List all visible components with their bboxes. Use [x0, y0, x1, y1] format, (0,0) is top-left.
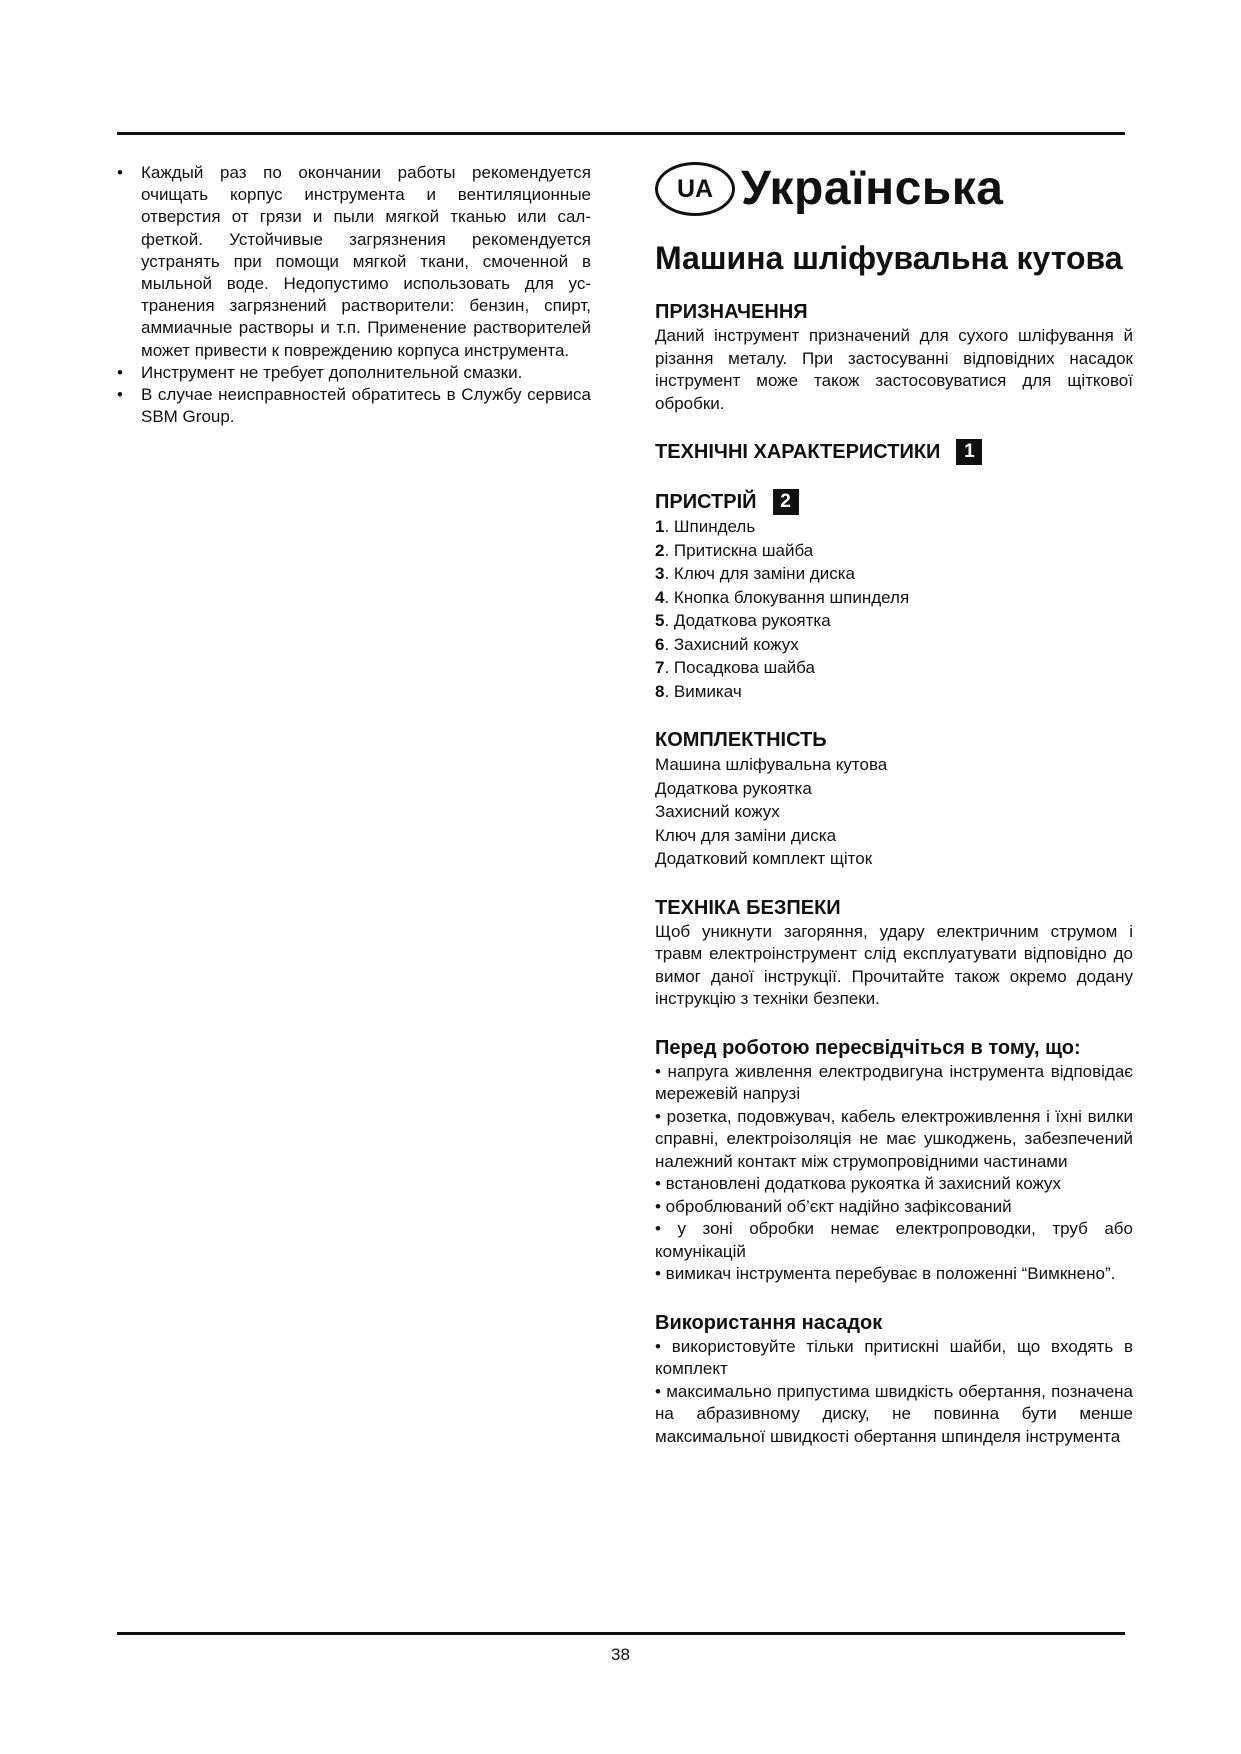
section-heading-attachments: Використання насадок [655, 1311, 883, 1334]
list-item [655, 539, 1133, 563]
part-number: 8 [655, 681, 665, 701]
section-heading-package: КОМПЛЕКТНІСТЬ [655, 729, 827, 751]
safety-text: Щоб уникнути загоряння, удару електричним струмом і травм електроінструмент слід експлуатувати відповідно до вимог даної інструкції. Прочитайте також окремо додану інструкцію з техніки безпеки. [655, 921, 1133, 1008]
part-label: . Притискна шайба [664, 540, 814, 560]
list-item: Машина шліфувальна кутова [655, 755, 888, 774]
part-number: 5 [655, 611, 665, 630]
language-header [655, 158, 1133, 220]
list-item [117, 384, 591, 428]
list-item [655, 609, 1133, 633]
bullet-icon: • [117, 385, 123, 405]
list-item-text: Инструмент не требует дополнительной смазки. [141, 362, 523, 382]
header-rule [117, 132, 1125, 135]
part-label: . Шпиндель [664, 517, 756, 536]
list-item [655, 633, 1133, 657]
part-label: . Захисний кожух [664, 634, 799, 654]
list-item: Ключ для заміни диска [655, 825, 837, 845]
part-label: . Посадкова шайба [664, 658, 815, 677]
list-item: • максимально припустима швидкість обертання, позначена на абразивному диску, не повинна бути менше максимальної швидкості обертання шпинделя інструмента [655, 1381, 1133, 1446]
list-item: • напруга живлення електродвигуна інструмента відповідає мережевій напрузі [655, 1061, 1133, 1103]
attachments-list [655, 1336, 1133, 1449]
part-number: 3 [655, 564, 665, 583]
right-column [655, 158, 1133, 1448]
list-item: • використовуйте тільки притискні шайби, що входять в комплект [655, 1336, 1133, 1378]
list-item: • у зоні обробки немає електропроводки, труб або комунікацій [655, 1219, 1133, 1261]
figure-ref-badge: 1 [956, 439, 982, 465]
section-heading-purpose: ПРИЗНАЧЕННЯ [655, 301, 808, 323]
list-item: Захисний кожух [655, 802, 780, 821]
part-label: . Вимикач [664, 681, 742, 701]
bullet-icon: • [117, 362, 123, 382]
part-label: . Додаткова рукоятка [664, 611, 831, 630]
list-item: Додатковий комплект щіток [655, 849, 873, 868]
list-item [117, 362, 591, 384]
list-item [655, 656, 1133, 680]
section-heading-safety: ТЕХНІКА БЕЗПЕКИ [655, 896, 841, 919]
list-item: • встановлені додаткова рукоятка й захисний кожух [655, 1174, 1062, 1193]
list-item: • вимикач інструмента перебуває в положенні “Вимкнено”. [655, 1264, 1116, 1283]
footer-rule [117, 1632, 1125, 1635]
section-heading-specs [655, 439, 1133, 465]
page-title: Машина шліфувальна кутова [655, 240, 1123, 276]
device-parts-list [655, 515, 1133, 703]
section-heading-before-work: Перед роботою пересвідчіться в тому, що: [655, 1036, 1081, 1059]
page-number: 38 [611, 1645, 630, 1664]
list-item [117, 162, 591, 362]
part-label: . Кнопка блокування шпинделя [664, 587, 910, 607]
before-work-list [655, 1061, 1133, 1286]
left-column [117, 162, 591, 428]
figure-ref-badge: 2 [773, 489, 799, 515]
section-heading-device [655, 489, 1133, 515]
list-item: • розетка, подовжувач, кабель електроживлення і їхні вилки справні, електроізоляція не має ушкоджень, забезпечений належний контакт між струмопровідними частинами [655, 1106, 1133, 1171]
package-list [655, 753, 1133, 871]
list-item-text: Каждый раз по окончании работы рекомендуется очищать корпус инструмента и вентиляционные отверстия от грязи и пыли мягкой тканью или салфеткой. Устойчивые загрязнения рекомендуется устранять при помощи мягкой ткани, смоченной в мыльной воде. Недопустимо использовать для устранения загрязнений растворители: бензин, спирт, аммиачные растворы и т.п. Применение растворителей может привести к повреждению корпуса инструмента. [141, 163, 591, 360]
part-number: 7 [655, 658, 665, 677]
list-item [655, 586, 1133, 610]
purpose-text: Даний інструмент призначений для сухого шліфування й різання металу. При застосуванні відповідних насадок інструмент може також застосовуватися для щіткової обробки. [655, 326, 1133, 413]
part-number: 6 [655, 634, 665, 654]
part-number: 2 [655, 540, 665, 560]
list-item [655, 680, 1133, 704]
list-item: Додаткова рукоятка [655, 778, 812, 798]
part-number: 4 [655, 587, 665, 607]
bullet-icon: • [117, 163, 123, 182]
device-heading-label: ПРИСТРІЙ [655, 491, 757, 513]
list-item-text: В случае неисправностей обратитесь в Службу сервиса SBM Group. [141, 385, 591, 427]
language-code-badge: UA [655, 162, 735, 216]
specs-heading-label: ТЕХНІЧНІ ХАРАКТЕРИСТИКИ [655, 441, 941, 463]
part-number: 1 [655, 517, 665, 536]
part-label: . Ключ для заміни диска [664, 564, 855, 583]
list-item [655, 515, 1133, 539]
language-title: Українська [741, 161, 1004, 215]
list-item: • оброблюваний об’єкт надійно зафіксований [655, 1196, 1012, 1216]
list-item [655, 562, 1133, 586]
